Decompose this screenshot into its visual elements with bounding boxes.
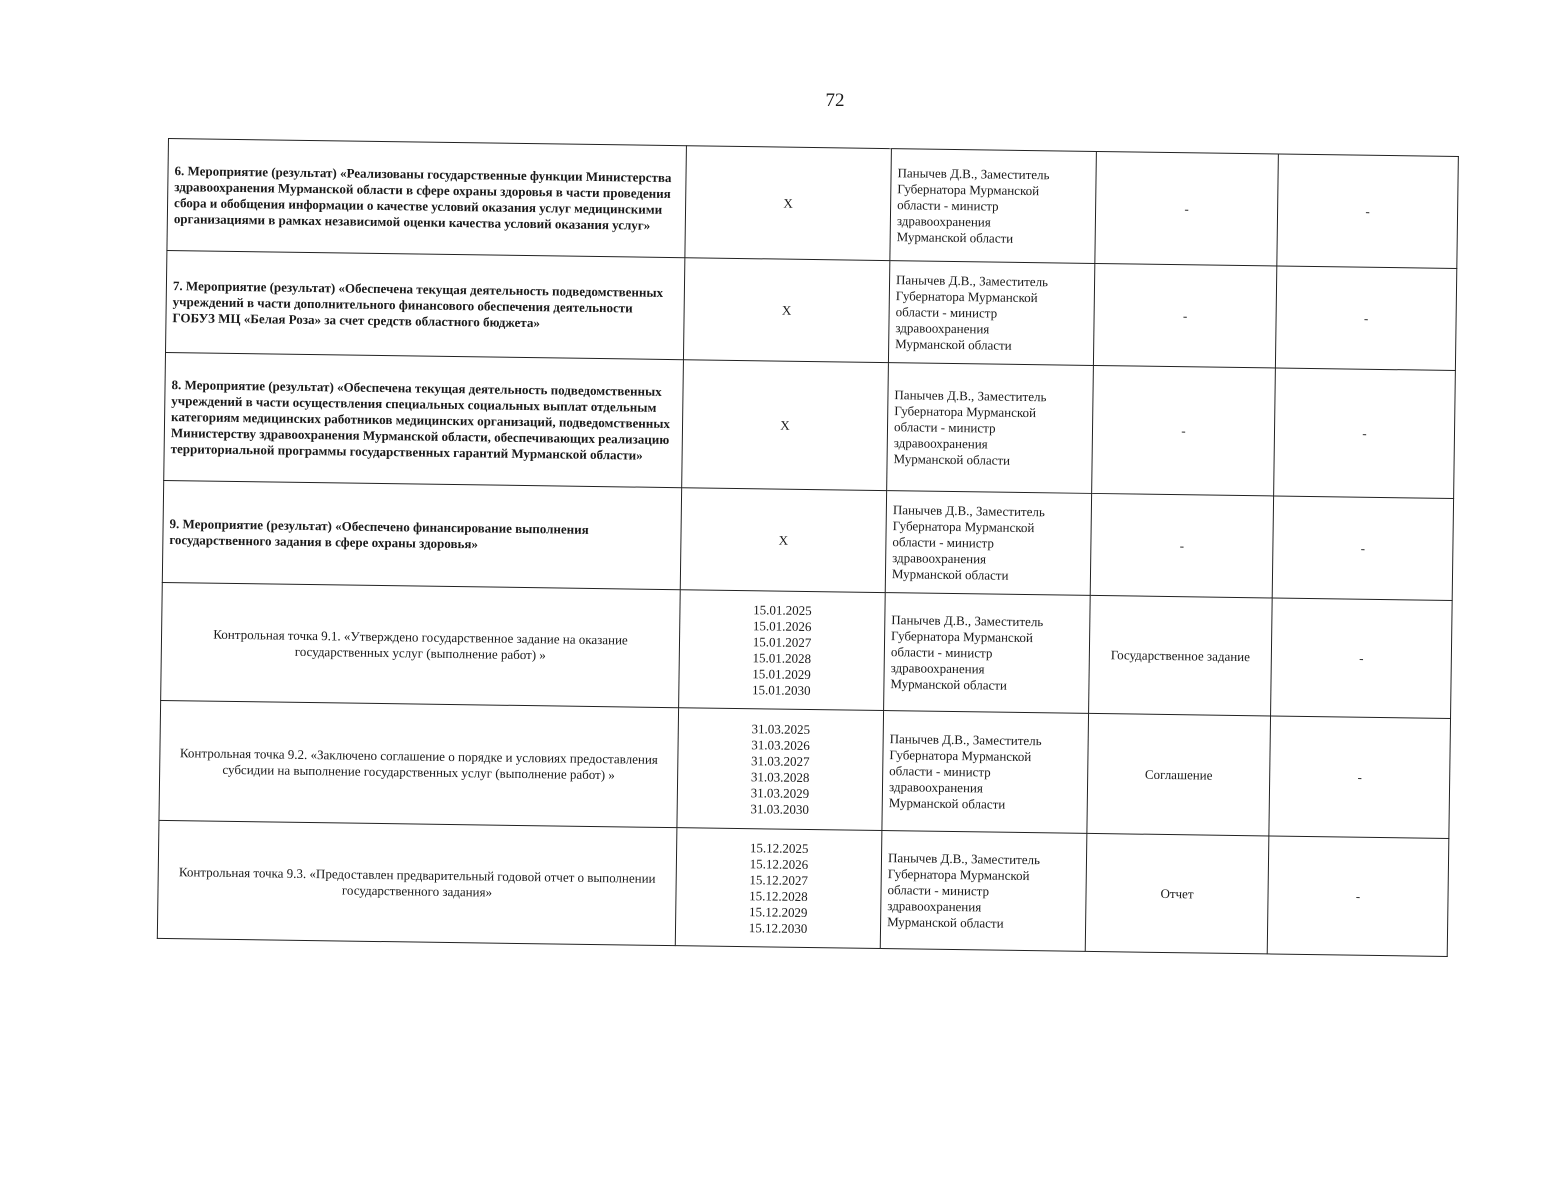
deadline-date: 15.12.2026	[749, 855, 809, 872]
responsible-line: Панычев Д.В., Заместитель	[894, 386, 1047, 404]
activity-title: 9. Мероприятие (результат) «Обеспечено финансирование выполнения государственного задания в сфере охраны здоровья»	[162, 480, 681, 589]
responsible-line: Мурманской области	[888, 794, 1006, 812]
extra-cell: -	[1267, 836, 1449, 957]
responsible-line: области - министр	[893, 418, 996, 436]
deadline-date: 31.03.2025	[751, 720, 811, 737]
deadline-date: 31.03.2026	[751, 736, 810, 753]
deadline-date: 31.03.2029	[750, 784, 810, 801]
deadline-cell: X	[682, 360, 889, 491]
deadline-date: 31.03.2030	[750, 800, 810, 817]
activities-table	[157, 138, 1459, 957]
activity-title: 8. Мероприятие (результат) «Обеспечена текущая деятельность подведомственных учреждений в части осуществления специальных социальных выплат отдельным категориям медицинских работников медицинских организаций, подведомственных Министерству здравоохранения Мурманской области, обеспечивающих реализацию территориальной программы государственных гарантий Мурманской области»	[164, 352, 684, 487]
deadline-cell	[677, 708, 884, 831]
table-row	[159, 700, 1451, 838]
responsible-line: Мурманской области	[893, 450, 1011, 468]
document-cell: Отчет	[1085, 833, 1269, 954]
responsible-line: Мурманской области	[895, 335, 1012, 353]
deadline-date: 15.01.2030	[752, 681, 811, 698]
responsible-line: Губернатора Мурманской	[887, 865, 1030, 883]
deadline-date: 15.01.2029	[752, 665, 811, 682]
responsible-line: Мурманской области	[896, 228, 1014, 246]
document-cell: -	[1092, 365, 1276, 496]
page-number: 72	[825, 90, 845, 111]
deadline-date: 15.01.2026	[752, 617, 812, 634]
responsible-line: Мурманской области	[887, 913, 1004, 931]
responsible-line: области - министр	[889, 762, 991, 780]
responsible-line: области - министр	[887, 881, 990, 899]
deadline-date: 15.12.2029	[748, 903, 808, 920]
responsible-line: Мурманской области	[891, 565, 1009, 583]
responsible-line: Губернатора Мурманской	[895, 287, 1038, 305]
responsible-line: здравоохранения	[893, 434, 988, 451]
deadline-cell: X	[680, 488, 886, 593]
responsible-line: области - министр	[890, 643, 993, 661]
responsible-line: Панычев Д.В., Заместитель	[887, 849, 1041, 867]
document-cell: -	[1095, 151, 1279, 266]
responsible-line: здравоохранения	[887, 897, 982, 914]
checkpoint-title: Контрольная точка 9.3. «Предоставлен предварительный годовой отчет о выполнении государственного задания»	[157, 820, 677, 945]
responsible-cell	[884, 593, 1091, 714]
responsible-line: здравоохранения	[890, 659, 985, 676]
responsible-line: области - министр	[895, 303, 998, 321]
extra-cell: -	[1272, 496, 1453, 601]
checkpoint-title: Контрольная точка 9.2. «Заключено соглашение о порядке и условиях предоставления субсидии на выполнение государственных услуг (выполнение работ) »	[159, 700, 679, 827]
deadline-date: 15.01.2027	[752, 633, 812, 650]
activity-title: 6. Мероприятие (результат) «Реализованы государственные функции Министерства здравоохранения Мурманской области в сфере охраны здоровья в части проведения сбора и обобщения информации о качестве условий оказания услуг медицинскими организациями в рамках независимой оценки качества условий оказания услуг»	[167, 139, 687, 258]
document-sheet	[157, 138, 1459, 957]
deadline-date: 15.01.2028	[752, 649, 812, 666]
deadline-date: 31.03.2027	[751, 752, 810, 769]
extra-cell: -	[1275, 266, 1456, 371]
deadline-cell: X	[683, 258, 889, 363]
activity-title: 7. Мероприятие (результат) «Обеспечена текущая деятельность подведомственных учреждений в части дополнительного финансового обеспечения деятельности ГОБУЗ МЦ «Белая Роза» за счет средств областного бюджета»	[166, 250, 685, 359]
responsible-line: Панычев Д.В., Заместитель	[892, 501, 1045, 519]
document-cell: Соглашение	[1087, 713, 1271, 836]
table-row	[164, 352, 1456, 498]
deadline-date: 31.03.2028	[750, 768, 810, 785]
document-cell: -	[1090, 493, 1273, 598]
responsible-line: здравоохранения	[888, 778, 984, 795]
deadline-date: 15.12.2030	[748, 919, 808, 936]
document-cell: Государственное задание	[1089, 595, 1273, 716]
responsible-cell	[882, 711, 1089, 834]
table-row	[166, 250, 1457, 370]
responsible-line: Панычев Д.В., Заместитель	[891, 611, 1044, 629]
responsible-line: области - министр	[892, 533, 995, 551]
responsible-line: Губернатора Мурманской	[889, 746, 1032, 764]
extra-cell: -	[1274, 368, 1456, 499]
deadline-date: 15.12.2025	[749, 839, 809, 856]
responsible-cell	[890, 149, 1097, 264]
table-row	[157, 820, 1449, 956]
table-row	[167, 139, 1458, 269]
responsible-line: здравоохранения	[892, 549, 987, 566]
responsible-line: Губернатора Мурманской	[891, 627, 1034, 645]
responsible-line: Губернатора Мурманской	[892, 517, 1035, 535]
responsible-line: Мурманской области	[890, 675, 1008, 693]
table-row	[162, 480, 1453, 600]
extra-cell: -	[1271, 598, 1453, 719]
responsible-cell	[885, 491, 1091, 596]
responsible-line: Губернатора Мурманской	[897, 180, 1040, 198]
table-row	[161, 582, 1453, 718]
extra-cell: -	[1277, 154, 1459, 269]
deadline-date: 15.12.2027	[749, 871, 809, 888]
deadline-cell	[679, 590, 886, 711]
responsible-line: области - министр	[897, 196, 999, 214]
responsible-line: здравоохранения	[896, 212, 991, 229]
responsible-line: Панычев Д.В., Заместитель	[897, 164, 1050, 182]
responsible-line: здравоохранения	[895, 319, 990, 336]
checkpoint-title: Контрольная точка 9.1. «Утверждено государственное задание на оказание государственных услуг (выполнение работ) »	[161, 582, 681, 707]
deadline-date: 15.12.2028	[749, 887, 808, 904]
responsible-cell	[887, 363, 1094, 494]
responsible-line: Губернатора Мурманской	[894, 402, 1037, 420]
deadline-date: 15.01.2025	[753, 601, 812, 618]
deadline-cell: X	[685, 146, 892, 261]
responsible-cell	[880, 831, 1087, 952]
deadline-cell	[675, 828, 882, 949]
responsible-line: Панычев Д.В., Заместитель	[895, 271, 1049, 289]
responsible-cell	[888, 261, 1094, 366]
responsible-line: Панычев Д.В., Заместитель	[889, 730, 1042, 748]
document-cell: -	[1093, 263, 1276, 368]
extra-cell: -	[1269, 716, 1451, 839]
